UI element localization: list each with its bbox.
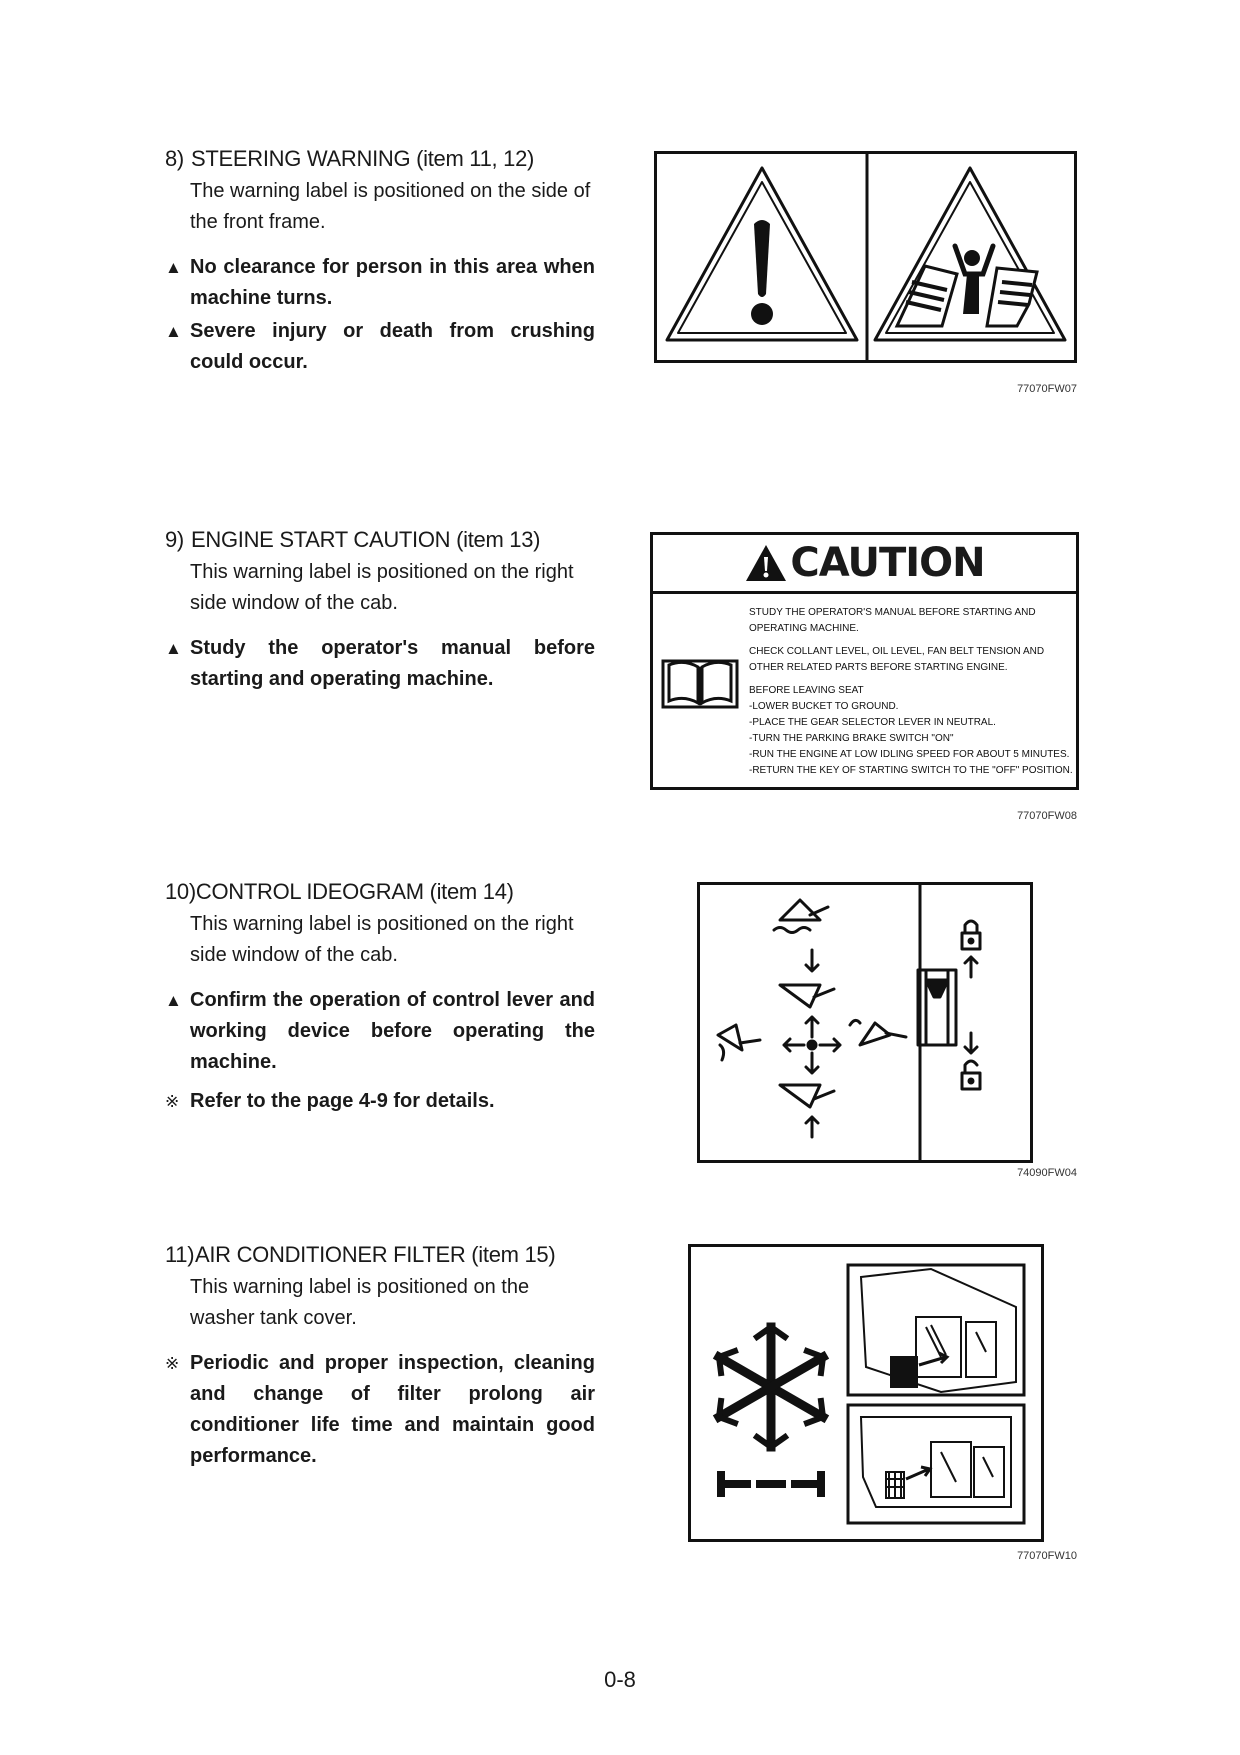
warning-line (165, 252, 595, 314)
item-reference: (item 13) (456, 527, 541, 552)
item-reference: (item 11, 12) (416, 146, 535, 171)
warning-text: Confirm the operation of control lever and working device before operating the machine. (190, 989, 595, 1073)
bucket-lower-icon (780, 985, 834, 1007)
caution-instructions (749, 605, 1073, 779)
warning-triangle-icon: ▲ (165, 991, 182, 1010)
reference-mark-icon: ※ (165, 1354, 180, 1373)
item-reference: (item 15) (471, 1242, 556, 1267)
caution-line: -PLACE THE GEAR SELECTOR LEVER IN NEUTRAL. (749, 717, 996, 728)
arrow-up-icon (806, 1117, 818, 1137)
control-lever-icon (918, 970, 956, 1045)
snowflake-icon (719, 1327, 823, 1447)
section-title: AIR CONDITIONER FILTER (195, 1242, 466, 1267)
figure-code: 77070FW10 (1017, 1550, 1077, 1562)
section-description: This warning label is positioned on the right side window of the cab. (190, 913, 574, 966)
caution-line: CHECK COLLANT LEVEL, OIL LEVEL, FAN BELT TENSION AND (749, 646, 1045, 657)
direction-cross-icon (784, 1017, 840, 1073)
filter-bar-icon (717, 1471, 825, 1497)
caution-line: -RETURN THE KEY OF STARTING SWITCH TO THE "OFF" POSITION. (749, 765, 1073, 776)
arrow-down-icon (965, 1033, 977, 1053)
item-reference: (item 14) (429, 879, 514, 904)
air-filter-label (688, 1244, 1044, 1542)
filter-location-diagram-top (848, 1265, 1024, 1395)
section-title: ENGINE START CAUTION (191, 527, 451, 552)
section-description: This warning label is positioned on the right side window of the cab. (190, 561, 574, 614)
bucket-dump-icon (718, 1025, 760, 1060)
warning-triangle-icon: ▲ (165, 322, 182, 341)
section-heading (165, 525, 595, 555)
warning-triangle-icon: ▲ (165, 258, 182, 277)
control-ideogram-label (697, 882, 1033, 1163)
arrow-up-icon (965, 957, 977, 977)
engine-caution-label (650, 532, 1079, 790)
caution-header (653, 535, 1076, 594)
air-filter-pictogram (691, 1247, 1041, 1539)
section-number: 11) (165, 1242, 195, 1267)
filter-location-diagram-bottom (848, 1405, 1024, 1523)
section-number: 10) (165, 879, 196, 904)
warning-triangle-icon: ▲ (165, 639, 182, 658)
section-number: 9) (165, 527, 184, 552)
warning-line (165, 985, 595, 1078)
section-heading (165, 144, 595, 174)
section-heading (165, 1240, 595, 1270)
bucket-float-icon (774, 900, 828, 933)
warning-text: Study the operator's manual before starting and operating machine. (190, 637, 595, 690)
lock-icon (962, 921, 980, 949)
caution-line: OPERATING MACHINE. (749, 623, 859, 634)
manual-book-icon (661, 657, 739, 711)
page-number: 0-8 (604, 1667, 636, 1692)
section-number: 8) (165, 146, 184, 171)
warning-line (165, 633, 595, 695)
warning-line (165, 316, 595, 378)
caution-line: STUDY THE OPERATOR'S MANUAL BEFORE STARTING AND (749, 607, 1036, 618)
section-title: STEERING WARNING (191, 146, 411, 171)
figure-code: 77070FW07 (1017, 383, 1077, 395)
caution-line: OTHER RELATED PARTS BEFORE STARTING ENGINE. (749, 662, 1008, 673)
unlock-icon (962, 1061, 980, 1089)
note-text: Refer to the page 4-9 for details. (190, 1090, 495, 1112)
caution-line: -TURN THE PARKING BRAKE SWITCH "ON" (749, 733, 954, 744)
section-description: This warning label is positioned on the washer tank cover. (190, 1276, 530, 1329)
section-title: CONTROL IDEOGRAM (195, 879, 424, 904)
note-text: Periodic and proper inspection, cleaning and change of filter prolong air conditioner life time and maintain good performance. (190, 1352, 595, 1467)
control-ideogram-pictogram (700, 885, 1030, 1160)
arrow-down-icon (806, 950, 818, 971)
section-description: The warning label is positioned on the side of the front frame. (190, 180, 591, 233)
section-heading (165, 877, 595, 907)
caution-line: -RUN THE ENGINE AT LOW IDLING SPEED FOR ABOUT 5 MINUTES. (749, 749, 1070, 760)
steering-warning-pictogram (657, 154, 1074, 360)
figure-code: 74090FW04 (1017, 1167, 1077, 1179)
note-line (165, 1348, 595, 1472)
bucket-raise-icon (780, 1085, 834, 1107)
caution-line: BEFORE LEAVING SEAT (749, 685, 864, 696)
bucket-rollback-icon (850, 1020, 906, 1045)
crush-hazard-triangle-icon (875, 168, 1065, 340)
warning-text: Severe injury or death from crushing could occur. (190, 320, 595, 373)
figure-code: 77070FW08 (1017, 810, 1077, 822)
note-line (165, 1086, 595, 1117)
exclamation-triangle-icon (667, 168, 857, 340)
reference-mark-icon: ※ (165, 1092, 180, 1111)
caution-title: CAUTION (790, 540, 985, 586)
caution-triangle-icon (744, 543, 788, 583)
caution-line: -LOWER BUCKET TO GROUND. (749, 701, 899, 712)
steering-warning-label (654, 151, 1077, 363)
warning-text: No clearance for person in this area when machine turns. (190, 256, 595, 309)
